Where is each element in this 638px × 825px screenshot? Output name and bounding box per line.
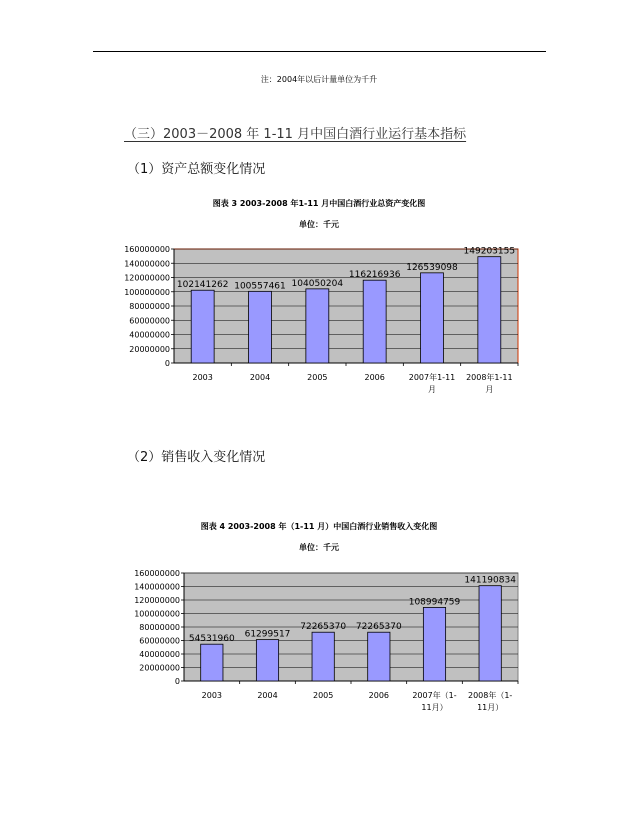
bar-value-label: 126539098 (406, 262, 458, 273)
bar (201, 644, 223, 681)
x-tick-label: 2005 (307, 373, 328, 382)
x-tick-label: 2003 (201, 691, 223, 700)
figure-3-title: 图表 3 2003-2008 年1-11 月中国白酒行业总资产变化图 (212, 199, 426, 208)
subtitle-sales-revenue: （2）销售收入变化情况 (127, 450, 266, 465)
x-tick-label: 2005 (312, 691, 334, 700)
y-tick-label: 40000000 (129, 330, 170, 340)
figure-4-title: 图表 4 2003-2008 年（1-11 月）中国白酒行业销售收入变化图 (200, 522, 438, 531)
unit-note: 注：2004年以后计量单位为千升 (260, 75, 378, 84)
x-tick-label: 2006 (368, 691, 390, 700)
bar-value-label: 102141262 (176, 280, 229, 291)
x-tick-label: 2004 (257, 691, 278, 700)
y-tick-label: 40000000 (139, 650, 180, 659)
bar (312, 632, 334, 681)
x-tick-label: 2004 (249, 373, 271, 382)
bar-value-label: 54531960 (188, 634, 235, 645)
bar-value-label: 116216936 (348, 270, 401, 281)
y-tick-label: 160000000 (124, 245, 170, 254)
x-tick-label: 月 (485, 385, 494, 394)
figure-3-unit: 单位：千元 (299, 220, 339, 229)
y-tick-label: 80000000 (139, 623, 180, 632)
x-tick-label: 月 (428, 385, 436, 394)
x-tick-label: 11月） (421, 703, 448, 712)
y-tick-label: 20000000 (139, 663, 180, 673)
bar (256, 640, 278, 681)
y-tick-label: 120000000 (134, 596, 180, 605)
y-tick-label: 20000000 (129, 344, 170, 354)
section-title: （三）2003－2008 年 1-11 月中国白酒行业运行基本指标 (124, 127, 467, 142)
y-tick-label: 140000000 (134, 582, 180, 592)
y-tick-label: 0 (174, 677, 180, 686)
y-tick-label: 100000000 (124, 287, 170, 297)
bar-value-label: 72265370 (300, 622, 347, 633)
bar-value-label: 104050204 (291, 278, 344, 289)
y-tick-label: 140000000 (124, 259, 170, 269)
x-tick-label: 2007年1-11 (408, 373, 456, 382)
x-tick-label: 2008年1-11 (466, 373, 513, 382)
y-tick-label: 160000000 (134, 569, 180, 578)
y-tick-label: 120000000 (124, 273, 170, 283)
bar (423, 607, 445, 681)
bar-value-label: 100557461 (234, 281, 286, 292)
x-tick-label: 2006 (364, 373, 385, 382)
x-tick-label: 2008年（1- (467, 691, 513, 700)
bar-value-label: 149203155 (463, 246, 516, 257)
bar-value-label: 141190834 (464, 575, 516, 586)
x-tick-label: 11月） (477, 703, 504, 712)
x-tick-label: 2007年（1- (412, 691, 457, 700)
figure-4-unit: 单位：千元 (299, 543, 339, 552)
bar (479, 586, 501, 681)
bar (368, 632, 390, 681)
bar-value-label: 72265370 (355, 622, 402, 633)
x-tick-label: 2003 (192, 373, 213, 382)
y-tick-label: 0 (164, 359, 170, 368)
bar-value-label: 61299517 (244, 629, 291, 640)
y-tick-label: 60000000 (139, 636, 180, 646)
y-tick-label: 100000000 (134, 609, 180, 619)
y-tick-label: 80000000 (129, 302, 170, 311)
bar-value-label: 108994759 (408, 597, 461, 608)
subtitle-total-assets: （1）资产总额变化情况 (127, 162, 266, 177)
y-tick-label: 60000000 (129, 316, 170, 326)
